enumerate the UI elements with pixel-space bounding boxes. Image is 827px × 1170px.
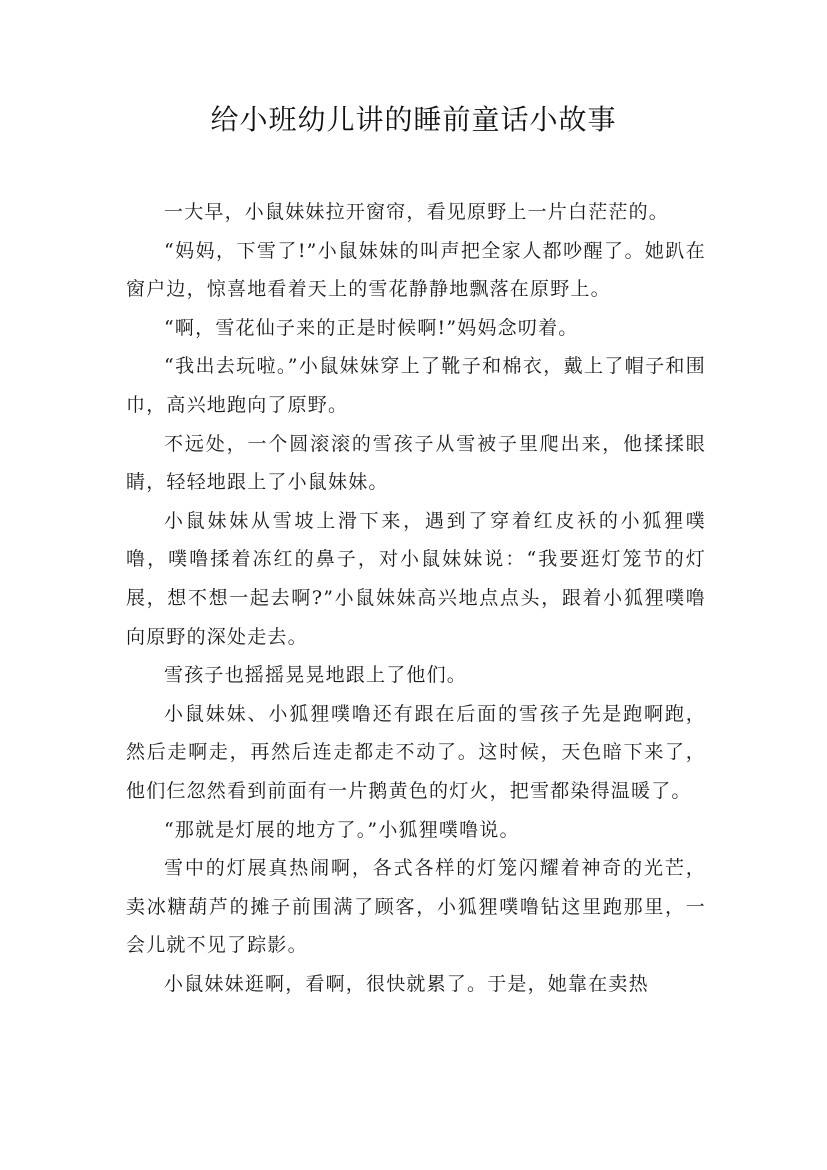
- paragraph: “那就是灯展的地方了。”小狐狸噗噜说。: [164, 818, 520, 841]
- paragraph: “啊，雪花仙子来的正是时候啊!”妈妈念叨着。: [164, 316, 579, 339]
- document-title: 给小班幼儿讲的睡前童话小故事: [210, 103, 617, 136]
- paragraph: 不远处，一个圆滚滚的雪孩子从雪被子里爬出来，他揉揉眼睛，轻轻地跟上了小鼠妹妹。: [126, 432, 706, 494]
- story-body: [126, 193, 706, 1003]
- paragraph: 雪孩子也摇摇晃晃地跟上了他们。: [164, 664, 468, 687]
- paragraph: 小鼠妹妹从雪坡上滑下来，遇到了穿着红皮袄的小狐狸噗噜，噗噜揉着冻红的鼻子，对小鼠妹妹说：“我要逛灯笼节的灯展，想不想一起去啊?”小鼠妹妹高兴地点点头，跟着小狐狸噗噜向原野的深处走去。: [126, 509, 706, 648]
- paragraph: 雪中的灯展真热闹啊，各式各样的灯笼闪耀着神奇的光芒，卖冰糖葫芦的摊子前围满了顾客，小狐狸噗噜钻这里跑那里，一会儿就不见了踪影。: [126, 857, 706, 957]
- paragraph: 小鼠妹妹逛啊，看啊，很快就累了。于是，她靠在卖热: [164, 972, 649, 995]
- paragraph: “妈妈，下雪了!”小鼠妹妹的叫声把全家人都吵醒了。她趴在窗户边，惊喜地看着天上的雪花静静地飘落在原野上。: [126, 239, 706, 301]
- paragraph: “我出去玩啦。”小鼠妹妹穿上了靴子和棉衣，戴上了帽子和围巾，高兴地跑向了原野。: [126, 355, 706, 416]
- paragraph: 小鼠妹妹、小狐狸噗噜还有跟在后面的雪孩子先是跑啊跑，然后走啊走，再然后连走都走不动了。这时候，天色暗下来了，他们仨忽然看到前面有一片鹅黄色的灯火，把雪都染得温暖了。: [126, 702, 706, 802]
- paragraph: 一大早，小鼠妹妹拉开窗帘，看见原野上一片白茫茫的。: [164, 201, 670, 223]
